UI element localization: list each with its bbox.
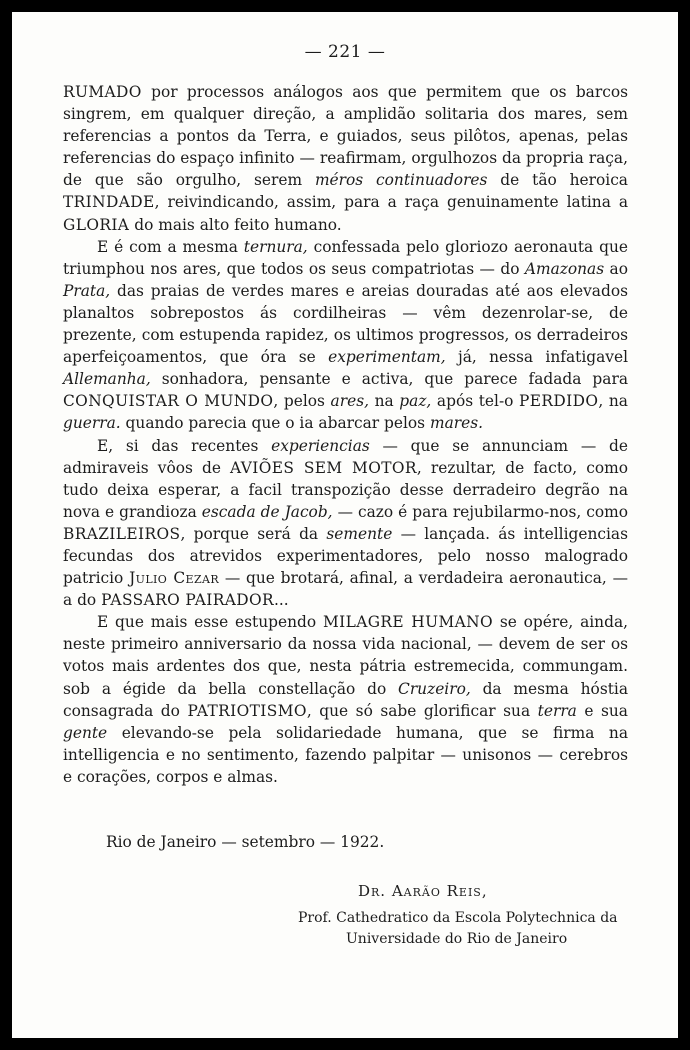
text-run: e sua <box>576 701 628 720</box>
small-caps-phrase: Julio Cezar <box>129 569 220 588</box>
text-run: — que se annunciam — de admiraveis vôos de <box>63 436 628 477</box>
italic-phrase: Prata, <box>63 281 111 300</box>
text-run: ... <box>273 591 289 610</box>
italic-phrase: mares. <box>429 414 484 433</box>
text-run: — que brotará, afinal, a verdadeira aeronautica, — a do <box>63 569 628 610</box>
paragraph-4 <box>63 611 628 788</box>
text-run: sonhadora, pensante e activa, que parece fadada para <box>150 370 628 389</box>
paragraph-2 <box>63 236 628 435</box>
small-caps-phrase: PASSARO PAIRADOR <box>101 591 274 610</box>
text-run: quando parecia que o ia abarcar pelos <box>120 414 430 433</box>
document-page <box>12 12 678 1038</box>
italic-phrase: ares, <box>330 392 369 411</box>
small-caps-phrase: BRAZILEIROS <box>63 524 181 543</box>
italic-phrase: guerra. <box>63 414 121 433</box>
place-date: Rio de Janeiro — setembro — 1922. <box>106 833 385 851</box>
small-caps-phrase: MILAGRE HUMANO <box>322 613 494 632</box>
italic-phrase: Cruzeiro, <box>398 679 471 698</box>
text-run: E que mais esse estupendo <box>97 613 323 632</box>
text-run: após tel-o <box>431 392 520 411</box>
small-caps-phrase: TRINDADE <box>63 193 155 212</box>
text-run: se opére, ainda, neste primeiro anniversario da nossa vida nacional, — devem de ser os votos mais ardentes dos que, nesta pátria estremecida, commungam. sob a égide da bella constellação do <box>63 613 629 698</box>
text-run: de tão heroica <box>487 171 628 190</box>
text-run: E, si das recentes <box>97 436 272 455</box>
italic-phrase: ternura, <box>243 237 308 256</box>
italic-phrase: gente <box>63 723 108 742</box>
text-run: , reivindicando, assim, para a raça genuinamente latina a <box>154 193 628 212</box>
text-run: , que só sabe glorificar sua <box>306 701 538 720</box>
italic-phrase: semente <box>326 524 393 543</box>
paragraph-1 <box>63 81 628 236</box>
small-caps-phrase: AVIÕES SEM MOTOR <box>230 458 417 477</box>
italic-phrase: experimentam, <box>328 348 446 367</box>
text-run: — cazo é para rejubilarmo-nos, como <box>332 502 628 521</box>
small-caps-phrase: RUMADO <box>63 83 142 101</box>
small-caps-phrase: CONQUISTAR O MUNDO <box>63 392 274 411</box>
body-text <box>63 81 628 788</box>
text-run: elevando-se pela solidariedade humana, que se firma na intelligencia e no sentimento, fazendo palpitar — unisonos — cerebros e corações, corpos e almas. <box>63 723 628 786</box>
italic-phrase: Allemanha, <box>63 370 151 389</box>
text-run: , na <box>598 392 628 411</box>
text-run: por processos análogos aos que permitem que os barcos singrem, em qualquer direção, a amplidão solitaria dos mares, sem referencias a pontos da Terra, e guiados, seus pilôtos, apenas, pelas referencias do espaço infinito — reafirmam, orgulhozos da propria raça, de que são orgulho, serem <box>63 83 628 190</box>
paragraph-3 <box>63 435 628 612</box>
small-caps-phrase: GLORIA <box>63 215 130 234</box>
italic-phrase: escada de Jacob, <box>201 502 333 521</box>
small-caps-phrase: PATRIOTISMO <box>187 701 307 720</box>
text-run: da mesma hóstia consagrada do <box>63 679 628 720</box>
italic-phrase: terra <box>537 701 577 720</box>
italic-phrase: experiencias <box>271 436 370 455</box>
text-run: já, nessa infatigavel <box>445 348 629 367</box>
text-run: E é com a mesma <box>97 237 244 256</box>
text-run: na <box>368 392 400 411</box>
small-caps-phrase: PERDIDO <box>519 392 599 411</box>
text-run: das praias de verdes mares e areias douradas até aos elevados planaltos sobrepostos ás cordilheiras — vêm dezenrolar-se, de prezente, com estupenda rapidez, os ultimos progressos, os derradeiros aperfeiçoamentos, que óra se <box>63 281 628 367</box>
author-signature: Dr. Aarão Reis, <box>358 882 488 900</box>
affiliation-line-2: Universidade do Rio de Janeiro <box>346 931 568 947</box>
text-run: , rezultar, de facto, como tudo deixa esperar, a facil transpozição desse derradeiro degrão na nova e grandioza <box>63 458 628 521</box>
affiliation-line-1: Prof. Cathedratico da Escola Polytechnica da <box>298 910 618 926</box>
italic-phrase: méros continuadores <box>314 171 488 190</box>
italic-phrase: Amazonas <box>524 259 605 278</box>
text-run: , porque será da <box>180 524 327 543</box>
text-run: confessada pelo gloriozo aeronauta que triumphou nos ares, que todos os seus compatriotas — do <box>63 237 628 278</box>
text-run: do mais alto feito humano. <box>129 215 342 234</box>
author-affiliation <box>298 908 618 950</box>
page-number: — 221 — <box>304 42 386 62</box>
italic-phrase: paz, <box>399 392 432 411</box>
text-run: ao <box>604 259 628 278</box>
text-run: , pelos <box>273 392 331 411</box>
text-run: — lançada. ás intelligencias fecundas dos atrevidos experimentadores, pelo nosso malogrado patricio <box>63 524 628 588</box>
